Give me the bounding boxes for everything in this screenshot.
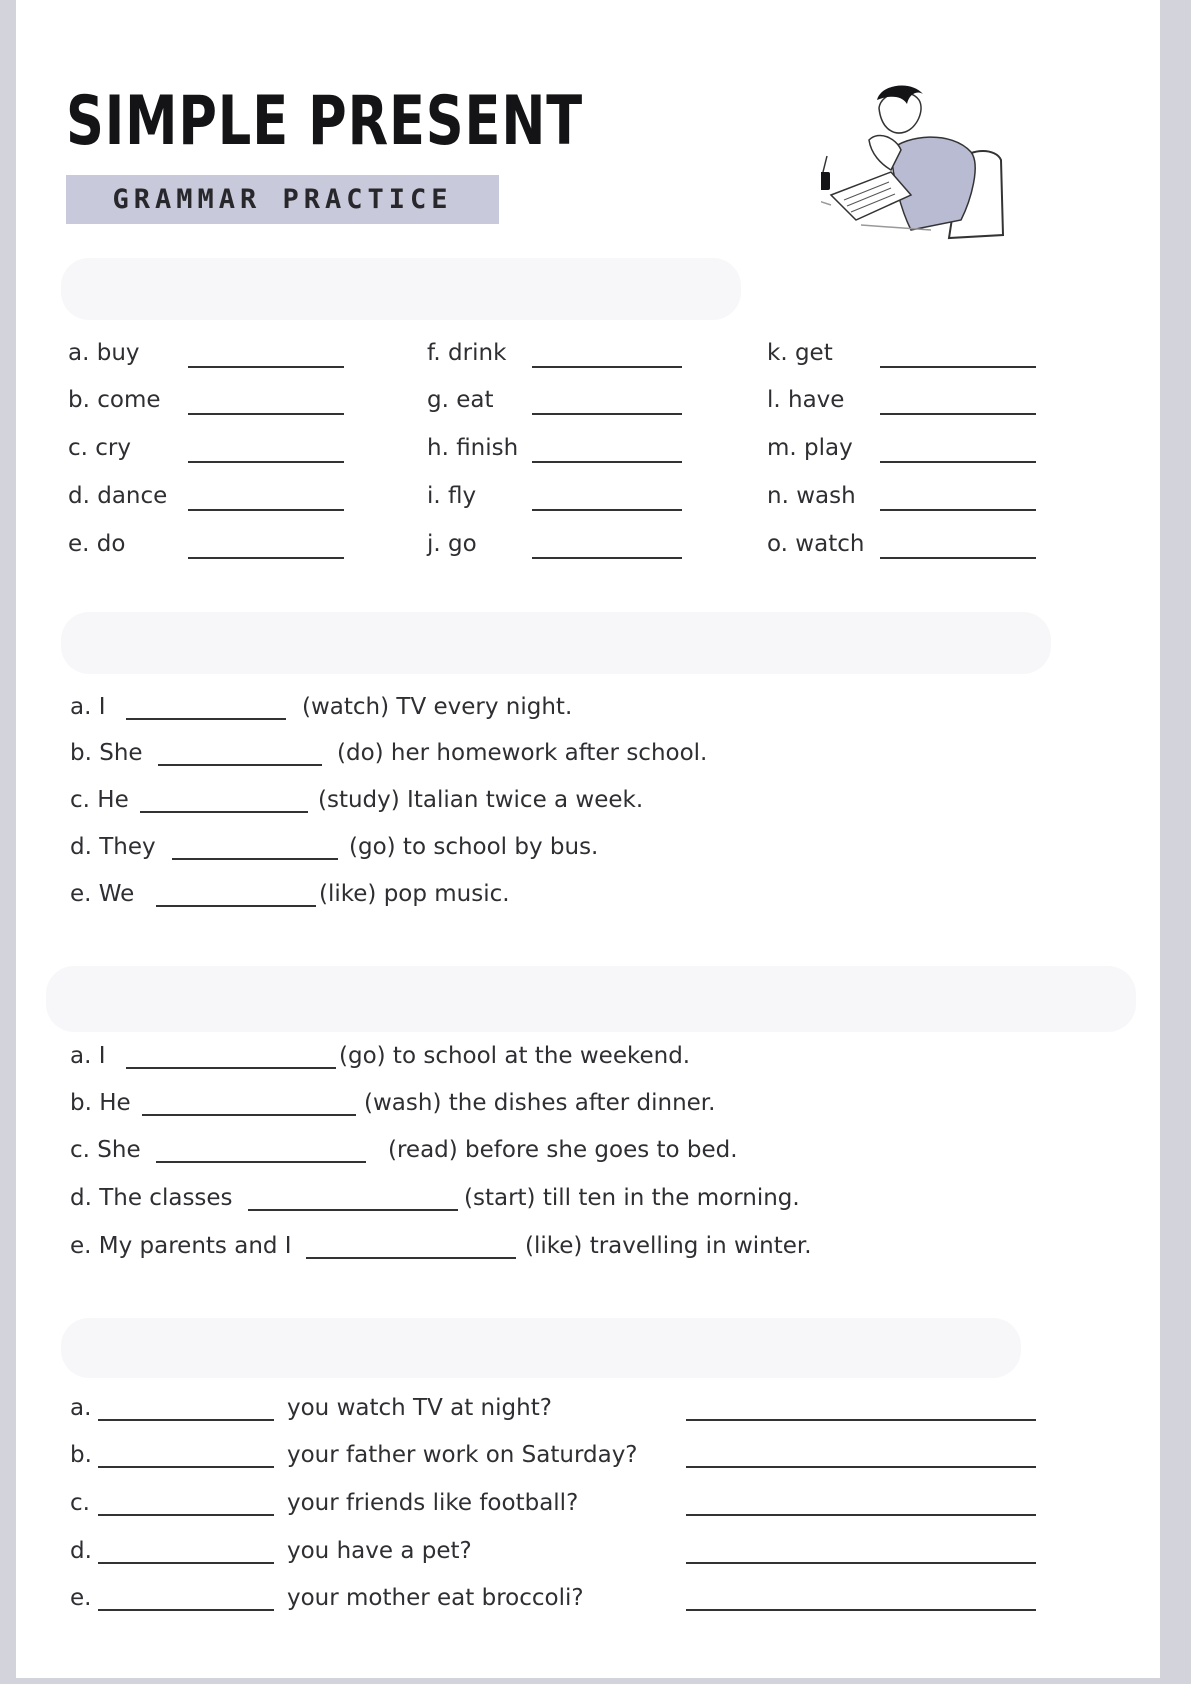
answer-blank[interactable] [158, 764, 322, 766]
answer-blank[interactable] [532, 366, 682, 368]
question-label: b. [70, 1442, 92, 1468]
instruction-box-4 [61, 1318, 1021, 1378]
instruction-box-3 [46, 966, 1136, 1032]
question-text: your mother eat broccoli? [287, 1585, 584, 1611]
answer-blank[interactable] [98, 1466, 274, 1468]
answer-blank[interactable] [156, 905, 316, 907]
sentence-verb: (like) travelling in winter. [525, 1233, 812, 1259]
answer-blank[interactable] [686, 1466, 1036, 1468]
list-item: d. dance [68, 483, 168, 509]
answer-blank[interactable] [248, 1209, 458, 1211]
question-label: a. [70, 1395, 92, 1421]
sentence-verb: (watch) TV every night. [302, 694, 573, 720]
list-item: g. eat [427, 387, 494, 413]
answer-blank[interactable] [532, 413, 682, 415]
answer-blank[interactable] [880, 461, 1036, 463]
answer-blank[interactable] [140, 811, 308, 813]
sentence-verb: (start) till ten in the morning. [464, 1185, 800, 1211]
sentence-label: d. The classes [70, 1185, 233, 1211]
page-subtitle: GRAMMAR PRACTICE [112, 184, 453, 215]
answer-blank[interactable] [880, 366, 1036, 368]
list-item: i. fly [427, 483, 477, 509]
sentence-label: e. We [70, 881, 135, 907]
answer-blank[interactable] [532, 509, 682, 511]
list-item: j. go [427, 531, 477, 557]
sentence-label: a. I [70, 1043, 106, 1069]
answer-blank[interactable] [126, 718, 286, 720]
sentence-label: c. She [70, 1137, 141, 1163]
answer-blank[interactable] [188, 461, 344, 463]
sentence-verb: (study) Italian twice a week. [318, 787, 644, 813]
answer-blank[interactable] [156, 1161, 366, 1163]
answer-blank[interactable] [880, 509, 1036, 511]
list-item: k. get [767, 340, 833, 366]
answer-blank[interactable] [306, 1257, 516, 1259]
sentence-label: e. My parents and I [70, 1233, 292, 1259]
sentence-verb: (go) to school by bus. [349, 834, 599, 860]
answer-blank[interactable] [188, 557, 344, 559]
list-item: o. watch [767, 531, 865, 557]
answer-blank[interactable] [98, 1609, 274, 1611]
answer-blank[interactable] [98, 1562, 274, 1564]
question-text: you watch TV at night? [287, 1395, 552, 1421]
sentence-verb: (go) to school at the weekend. [339, 1043, 691, 1069]
student-reading-illustration [821, 80, 1056, 255]
answer-blank[interactable] [686, 1514, 1036, 1516]
list-item: e. do [68, 531, 126, 557]
sentence-label: c. He [70, 787, 129, 813]
list-item: m. play [767, 435, 853, 461]
answer-blank[interactable] [686, 1562, 1036, 1564]
sentence-verb: (wash) the dishes after dinner. [364, 1090, 716, 1116]
answer-blank[interactable] [172, 858, 338, 860]
question-text: your father work on Saturday? [287, 1442, 638, 1468]
answer-blank[interactable] [880, 557, 1036, 559]
question-text: you have a pet? [287, 1538, 472, 1564]
answer-blank[interactable] [686, 1609, 1036, 1611]
sentence-label: b. He [70, 1090, 131, 1116]
list-item: l. have [767, 387, 845, 413]
answer-blank[interactable] [142, 1114, 356, 1116]
list-item: b. come [68, 387, 161, 413]
sentence-verb: (read) before she goes to bed. [388, 1137, 738, 1163]
list-item: h. finish [427, 435, 519, 461]
answer-blank[interactable] [188, 366, 344, 368]
sentence-label: d. They [70, 834, 156, 860]
sentence-verb: (like) pop music. [319, 881, 510, 907]
question-label: e. [70, 1585, 92, 1611]
answer-blank[interactable] [188, 413, 344, 415]
question-text: your friends like football? [287, 1490, 579, 1516]
list-item: f. drink [427, 340, 507, 366]
answer-blank[interactable] [532, 461, 682, 463]
list-item: n. wash [767, 483, 856, 509]
question-label: c. [70, 1490, 90, 1516]
list-item: c. cry [68, 435, 131, 461]
sentence-label: b. She [70, 740, 143, 766]
answer-blank[interactable] [880, 413, 1036, 415]
sentence-label: a. I [70, 694, 106, 720]
page-title: SIMPLE PRESENT [66, 82, 583, 161]
instruction-box-2 [61, 612, 1051, 674]
instruction-box-1 [61, 258, 741, 320]
list-item: a. buy [68, 340, 140, 366]
answer-blank[interactable] [126, 1067, 336, 1069]
sentence-verb: (do) her homework after school. [337, 740, 708, 766]
worksheet-page [16, 0, 1160, 1678]
answer-blank[interactable] [98, 1419, 274, 1421]
question-label: d. [70, 1538, 92, 1564]
answer-blank[interactable] [686, 1419, 1036, 1421]
answer-blank[interactable] [188, 509, 344, 511]
answer-blank[interactable] [532, 557, 682, 559]
answer-blank[interactable] [98, 1514, 274, 1516]
